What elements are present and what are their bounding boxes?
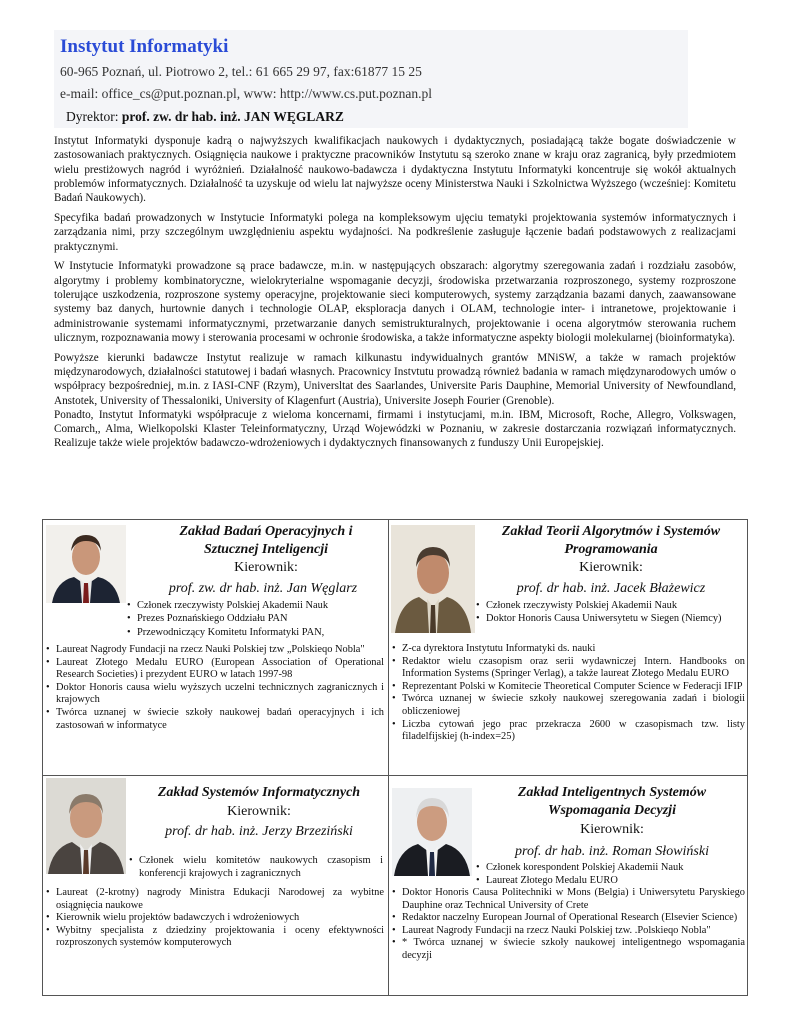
list-item: • Wybitny specjalista z dziedziny projektowania i oceny efektywności rozproszonych systemów komputerowych — [46, 925, 384, 950]
portrait-photo — [392, 788, 472, 876]
side-bullet-list — [476, 600, 744, 625]
intro-paragraph: Ponadto, Instytut Informatyki współpracuje z wieloma koncernami, firmami i instytucjami, m.in. IBM, Microsoft, Roche, Allegro, Volkswagen, Comarch,, Alma, Wielkopolski Klaster Teleinformatyczny, Urząd Wojewódzki w Poznaniu, w zakresie dostarczania rozwiązań informatycznych. Realizuje także wiele projektów badawczo-wdrożeniowych i dydaktycznych finansowanych z funduszy Unii Europejskiej. — [54, 408, 736, 450]
head-label: Kierownik: — [227, 804, 291, 819]
side-bullet-list — [129, 855, 383, 880]
list-item: • Laureat (2-krotny) nagrody Ministra Edukacji Narodowej za wybitne osiągnięcia naukowe — [46, 887, 384, 912]
department-head-name: prof. dr hab. inż. Jerzy Brzeziński — [165, 824, 353, 839]
side-bullet-list — [476, 862, 744, 887]
director-label: Dyrektor: — [66, 109, 119, 124]
list-item: • Przewodniczący Komitetu Informatyki PAN, — [127, 627, 377, 640]
department-title: Zakład Teorii Algorytmów i Systemów Programowania — [501, 524, 721, 557]
list-item: • Członek korespondent Polskiej Akademii Nauk — [476, 862, 744, 875]
list-item: • Twórca uznanej w świecie szkoły naukowej badań operacyjnych i ich zastosowań w informatyce — [46, 707, 384, 732]
intro-paragraph: W Instytucie Informatyki prowadzone są prace badawcze, m.in. w następujących obszarach: algorytmy szeregowania zadań i rozdziału zasobów, algorytmy i problemy kombinatoryczne, wielokryterialne wspomaganie decyzji, środowiska przetwarzania rozproszonego, systemy rozproszone tolerujące uszkodzenia, rozproszone systemy operacyjne, projektowanie sieci komputerowych, systemy zarządzania bazami danych, zaawansowane systemy baz danych, hurtownie danych i technologie OLAP, eksploracja danych i OLAM, technologie inter- i intranetowe, projektowanie i administrowanie systemami informatycznymi, przetwarzanie danych semistrukturalnych, projektowanie i ocena algorytmów sterowania ruchem ulicznym, rozpoznawania mowy i sterowania procesami w ochronie środowiska, a także informatyczne aspekty biologii molekularnej (bioinformatyka). — [54, 260, 736, 344]
list-item: • * Twórca uznanej w świecie szkoły naukowej inteligentnego wspomagania decyzji — [392, 937, 745, 962]
bullet-list — [392, 887, 745, 963]
department-head-name: prof. dr hab. inż. Roman Słowiński — [515, 844, 709, 859]
departments-table — [42, 519, 748, 996]
department-title: Zakład Systemów Informatycznych — [157, 785, 361, 800]
list-item: • Liczba cytowań jego prac przekracza 2600 w czasopismach tzw. listy filadelfijskiej (h-index=25) — [392, 719, 745, 744]
portrait-photo — [46, 778, 126, 874]
side-bullet-list — [127, 600, 377, 640]
list-item: • Reprezentant Polski w Komitecie Theoretical Computer Science w Federacji IFIP — [392, 681, 745, 694]
director-line — [66, 109, 344, 125]
institute-address: 60-965 Poznań, ul. Piotrowo 2, tel.: 61 665 29 97, fax:61877 15 25 — [60, 64, 422, 79]
list-item: • Kierownik wielu projektów badawczych i wdrożeniowych — [46, 912, 384, 925]
institute-contact: e-mail: office_cs@put.poznan.pl, www: http://www.cs.put.poznan.pl — [60, 86, 432, 101]
intro-paragraph: Instytut Informatyki dysponuje kadrą o najwyższych kwalifikacjach naukowych i dydaktycznych, posiadającą także bogate doświadczenie w zastosowaniach praktycznych. Osiągnięcia naukowe i praktyczne pracowników Instytutu są szeroko znane w kraju oraz zagranicą, były przedmiotem wielu prestiżowych nagród i wyróżnień. Działalność naukowo-badawcza i dydaktyczna Instytutu Informatyki koncentruje się wokół aktualnych problemów informatycznych. Działalność ta uzyskuje od wielu lat najwyższe oceny Ministerstwa Nauki i Szkolnictwa Wyższego (wcześniej: Komitetu Badań Naukowych). — [54, 135, 736, 205]
list-item: • Laureat Nagrody Fundacji na rzecz Nauki Polskiej tzw. .Polskieqo Nobla" — [392, 925, 745, 938]
intro-paragraph: Powyższe kierunki badawcze Instytut realizuje w ramach kilkunastu indywidualnych grantów MNiSW, a także w ramach projektów międzynarodowych, działalności statutowej i badań własnych. Pracownicy Instvtutu prowadzą również badania w ramach międzynarodowych umów o współpracy bezpośredniej, m.in. z IASI-CNF (Rzym), Universltat des Saarlandes, Universite Paris Dauphine, Memorial University of Newfoundland, Anstotek, University of Thessaloniki, University of Klagenfurt (Austria), Universite Joseph Fourier (Grenoble). — [54, 351, 736, 407]
list-item: • Doktor Honoris Causa Politechniki w Mons (Belgia) i Uniwersytetu Paryskiego Dauphine oraz Technical University of Crete — [392, 887, 745, 912]
list-item: • Doktor Honoris Causa Uniwersytetu w Siegen (Niemcy) — [476, 613, 744, 626]
bullet-list — [46, 887, 384, 950]
institute-title: Instytut Informatyki — [60, 36, 229, 57]
list-item: • Twórca uznanej w świecie szkoły naukowej szeregowania zadań i biologii obliczeniowej — [392, 693, 745, 718]
department-head-name: prof. zw. dr hab. inż. Jan Węglarz — [168, 581, 358, 596]
list-item: • Laureat Złotego Medalu EURO (European Association of Operational Research Societies) i prezydent EURO w latach 1997-98 — [46, 657, 384, 682]
department-head-name: prof. dr hab. inż. Jacek Błażewicz — [516, 581, 706, 596]
list-item: • Członek rzeczywisty Polskiej Akademii Nauk — [127, 600, 377, 613]
portrait-photo — [391, 525, 475, 633]
bullet-list — [46, 644, 384, 732]
head-label: Kierownik: — [234, 560, 298, 575]
director-name: prof. zw. dr hab. inż. JAN WĘGLARZ — [121, 109, 344, 124]
list-item: • Redaktor wielu czasopism oraz serii wydawniczej Intern. Handbooks on Information Systems (Springer Verlag), a także laureat Złotego Medalu EURO — [392, 656, 745, 681]
intro-paragraph: Specyfika badań prowadzonych w Instytucie Informatyki polega na kompleksowym ujęciu tematyki projektowania systemów informatycznych i zarządzania nimi, przy szczególnym uwzględnieniu aspektu wydajności. Na podkreślenie zasługuje łączenie badań podstawowych z realizacjami praktycznymi. — [54, 211, 736, 253]
list-item: • Laureat Nagrody Fundacji na rzecz Nauki Polskiej tzw „Polskieqo Nobla" — [46, 644, 384, 657]
head-label: Kierownik: — [579, 560, 643, 575]
bullet-list — [392, 643, 745, 744]
portrait-photo — [46, 525, 126, 603]
table-divider — [388, 520, 389, 995]
department-title: Zakład Badań Operacyjnych i Sztucznej Inteligencji — [179, 524, 353, 557]
table-divider — [43, 775, 747, 776]
list-item: • Laureat Złotego Medalu EURO — [476, 875, 744, 888]
list-item: • Prezes Poznańskiego Oddziału PAN — [127, 613, 377, 626]
intro-text — [54, 134, 736, 456]
list-item: • Członek wielu komitetów naukowych czasopism i konferencji krajowych i zagranicznych — [129, 855, 383, 880]
head-label: Kierownik: — [580, 822, 644, 837]
list-item: • Z-ca dyrektora Instytutu Informatyki ds. nauki — [392, 643, 745, 656]
list-item: • Członek rzeczywisty Polskiej Akademii Nauk — [476, 600, 744, 613]
department-title: Zakład Inteligentnych Systemów Wspomagania Decyzji — [517, 785, 707, 818]
list-item: • Redaktor naczelny European Journal of Operational Research (Elsevier Science) — [392, 912, 745, 925]
list-item: • Doktor Honoris causa wielu wyższych uczelni technicznych zagranicznych i krajowych — [46, 682, 384, 707]
